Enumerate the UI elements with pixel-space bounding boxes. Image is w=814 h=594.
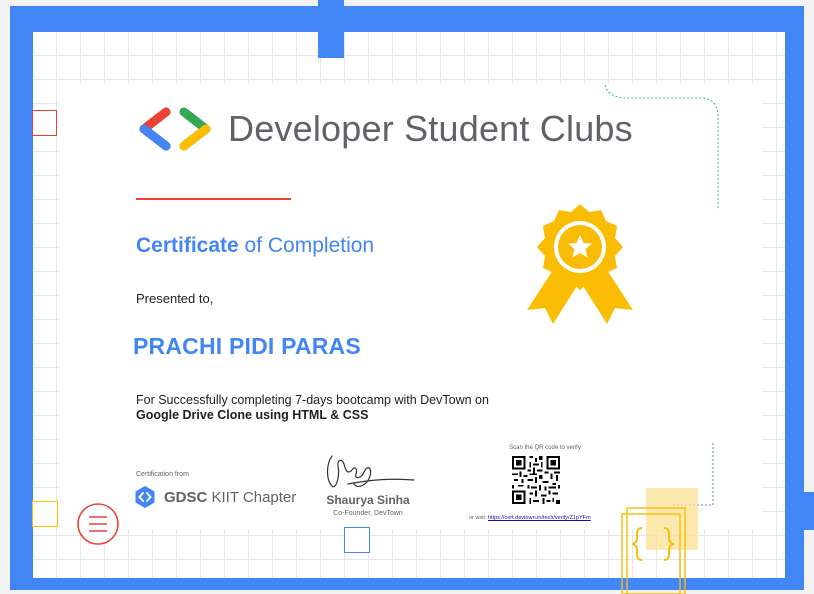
completion-description bbox=[136, 393, 489, 423]
verify-label: or visit: bbox=[469, 515, 488, 521]
qr-code[interactable] bbox=[512, 456, 560, 504]
certification-from-label: Certification from bbox=[136, 471, 189, 478]
certificate-title-bold: Certificate bbox=[136, 234, 239, 257]
code-brackets-icon bbox=[136, 107, 214, 151]
yellow-outline-square bbox=[32, 501, 58, 527]
signatory-role: Co-Founder, DevTown bbox=[333, 510, 403, 517]
title-divider bbox=[136, 198, 291, 200]
hamburger-menu-icon bbox=[76, 502, 120, 546]
blue-outline-square bbox=[344, 527, 370, 553]
gdsc-chevrons-icon bbox=[134, 486, 156, 508]
chapter-name-bold: GDSC bbox=[164, 488, 208, 506]
brand-title: Developer Student Clubs bbox=[228, 108, 633, 149]
description-line-2: Google Drive Clone using HTML & CSS bbox=[136, 408, 369, 422]
brand-header bbox=[136, 107, 633, 151]
frame-notch-right bbox=[785, 492, 814, 530]
curly-braces-icon bbox=[620, 488, 702, 594]
recipient-name: PRACHI PIDI PARAS bbox=[133, 333, 361, 359]
signatory-name: Shaurya Sinha bbox=[326, 493, 410, 507]
chapter-name bbox=[164, 489, 296, 506]
verify-link-line bbox=[469, 515, 591, 521]
chapter-name-rest: KIIT Chapter bbox=[207, 488, 297, 506]
issuer-chapter bbox=[134, 486, 296, 508]
scan-qr-text: Scan the QR code to verify bbox=[509, 445, 581, 451]
red-outline-square bbox=[32, 110, 57, 136]
verify-link[interactable]: https://cert.devtown.in/tech/verify/Z1pYFm bbox=[487, 515, 591, 521]
frame-notch-top bbox=[318, 0, 344, 58]
signature bbox=[318, 450, 418, 496]
presented-to-label: Presented to, bbox=[136, 291, 214, 306]
description-line-1: For Successfully completing 7-days bootcamp with DevTown on bbox=[136, 393, 489, 407]
award-badge-icon bbox=[515, 200, 645, 336]
certificate-title bbox=[136, 234, 374, 258]
certificate-title-rest: of Completion bbox=[238, 234, 375, 257]
